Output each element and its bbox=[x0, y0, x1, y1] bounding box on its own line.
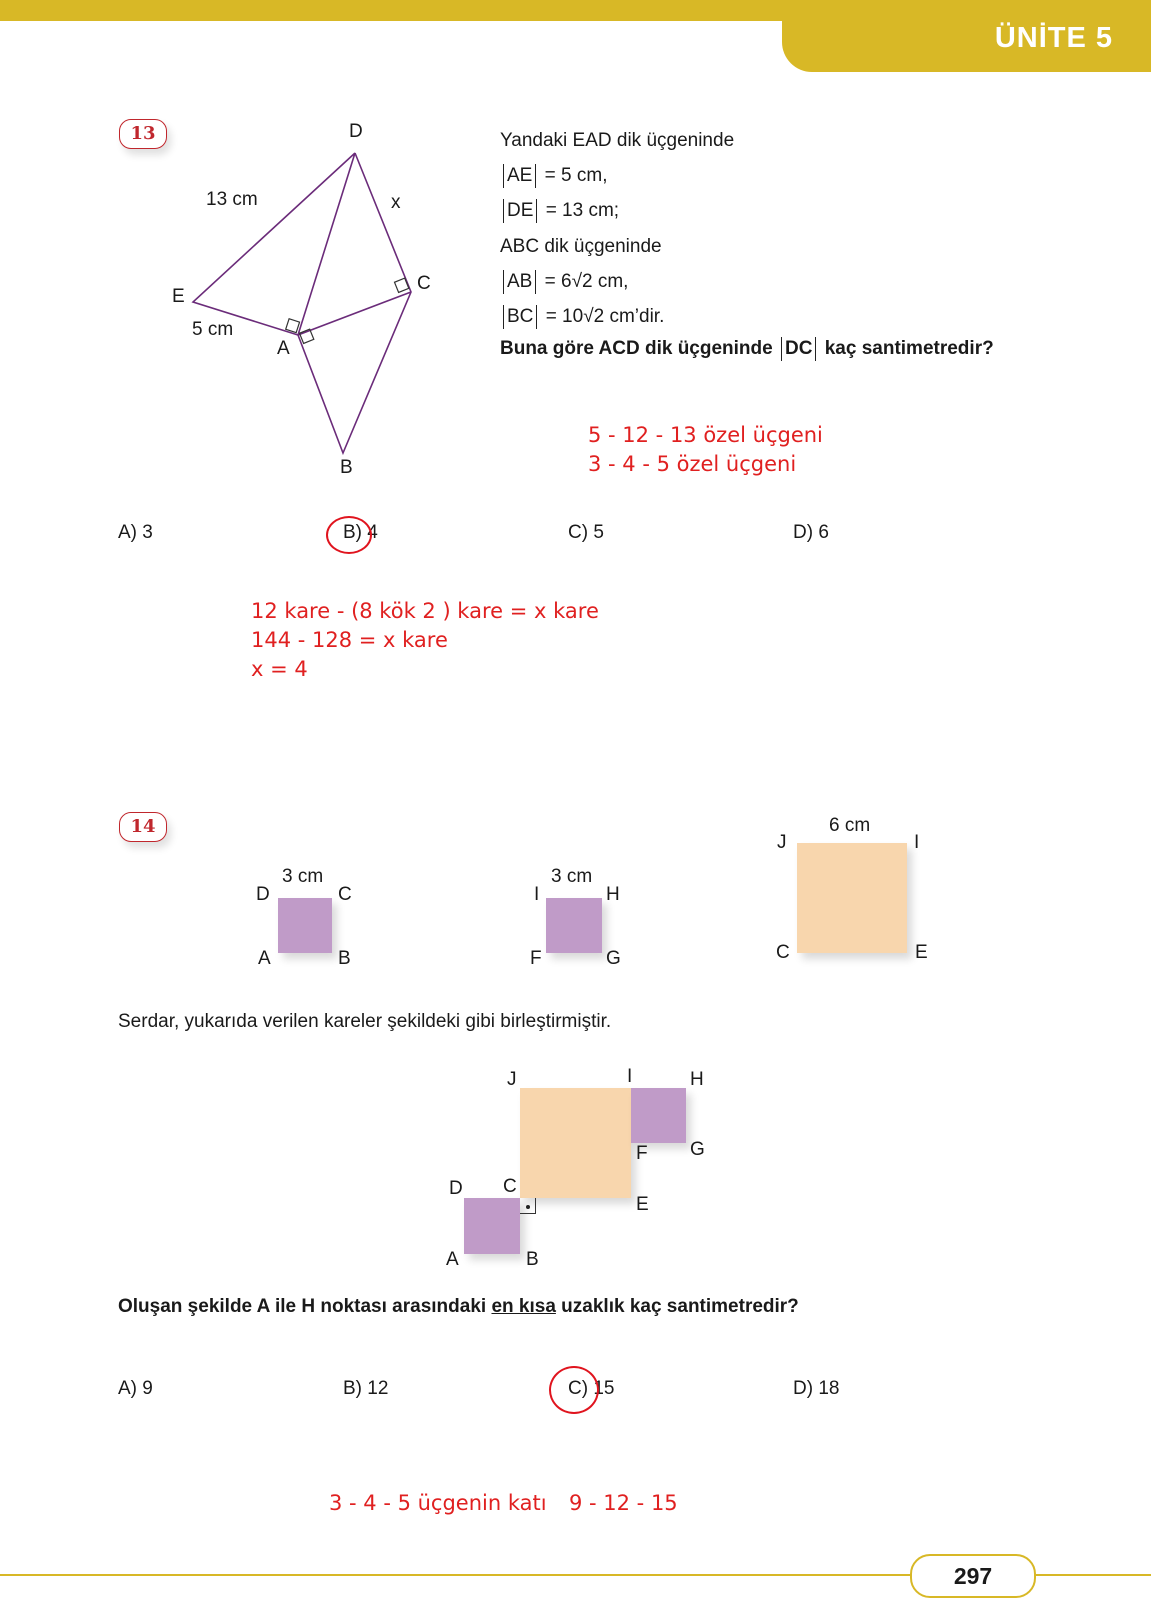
combo-E: E bbox=[636, 1194, 649, 1215]
sq2-H: H bbox=[606, 884, 620, 905]
q13-work-1: 12 kare - (8 kök 2 ) kare = x kare bbox=[251, 599, 599, 623]
q14-answer-b[interactable]: B) 12 bbox=[343, 1378, 389, 1399]
combo-J: J bbox=[507, 1069, 517, 1090]
label-ae-length: 5 cm bbox=[192, 319, 234, 340]
combo-big-square bbox=[520, 1088, 631, 1198]
combo-H: H bbox=[690, 1069, 704, 1090]
sq1-D: D bbox=[256, 884, 270, 905]
combo-B: B bbox=[526, 1249, 539, 1270]
right-angle-a1 bbox=[286, 319, 300, 333]
label-E: E bbox=[172, 286, 185, 307]
label-D: D bbox=[349, 121, 363, 142]
sq3-side: 6 cm bbox=[829, 815, 871, 836]
q13-work-2: 144 - 128 = x kare bbox=[251, 628, 448, 652]
label-C: C bbox=[417, 273, 431, 294]
square-ceij bbox=[797, 843, 907, 953]
q13-note-2: 3 - 4 - 5 özel üçgeni bbox=[588, 452, 797, 476]
q14-note-2: 9 - 12 - 15 bbox=[569, 1491, 678, 1515]
q13-line-1: Yandaki EAD dik üçgeninde bbox=[500, 130, 735, 151]
combo-A: A bbox=[446, 1249, 459, 1270]
combo-right-angle-dot bbox=[526, 1205, 530, 1209]
q13-answer-d[interactable]: D) 6 bbox=[793, 522, 829, 543]
q13-line-de: DE = 13 cm; bbox=[500, 199, 619, 223]
q13-line-4: ABC dik üçgeninde bbox=[500, 236, 662, 257]
q13-line-ab: AB = 6√2 cm, bbox=[500, 270, 628, 294]
sq2-F: F bbox=[530, 948, 542, 969]
sq3-J: J bbox=[777, 832, 787, 853]
sq3-E: E bbox=[915, 942, 928, 963]
q13-line-ae: AE = 5 cm, bbox=[500, 164, 607, 188]
combo-F: F bbox=[636, 1143, 648, 1164]
square-fghi bbox=[546, 898, 602, 953]
q13-note-1: 5 - 12 - 13 özel üçgeni bbox=[588, 423, 823, 447]
label-de-length: 13 cm bbox=[206, 189, 258, 210]
label-B: B bbox=[340, 457, 353, 478]
q13-answer-c[interactable]: C) 5 bbox=[568, 522, 604, 543]
q13-question: Buna göre ACD dik üçgeninde DC kaç santimetredir? bbox=[500, 338, 994, 360]
q14-answer-c[interactable]: C) 15 bbox=[568, 1378, 615, 1399]
q14-sentence: Serdar, yukarıda verilen kareler şekildeki gibi birleştirmiştir. bbox=[118, 1011, 612, 1032]
square-abcd bbox=[278, 898, 332, 953]
unit-label: ÜNİTE 5 bbox=[994, 22, 1113, 54]
q14-question: Oluşan şekilde A ile H noktası arasındaki en kısa uzaklık kaç santimetredir? bbox=[118, 1296, 799, 1317]
sq1-B: B bbox=[338, 948, 351, 969]
sq2-G: G bbox=[606, 948, 621, 969]
combo-right-square bbox=[631, 1088, 686, 1143]
sq3-I: I bbox=[914, 832, 920, 853]
triangle-ead bbox=[193, 153, 355, 335]
sq2-side: 3 cm bbox=[551, 866, 593, 887]
question-13-number: 13 bbox=[119, 119, 167, 149]
sq1-A: A bbox=[258, 948, 271, 969]
q14-note-1: 3 - 4 - 5 üçgenin katı bbox=[329, 1491, 547, 1515]
q14-answer-a[interactable]: A) 9 bbox=[118, 1378, 153, 1399]
sq3-C: C bbox=[776, 942, 790, 963]
combo-D: D bbox=[449, 1178, 463, 1199]
sq1-side: 3 cm bbox=[282, 866, 324, 887]
q14-answer-d[interactable]: D) 18 bbox=[793, 1378, 840, 1399]
q13-answer-a[interactable]: A) 3 bbox=[118, 522, 153, 543]
question-14-number: 14 bbox=[119, 812, 167, 842]
sq1-C: C bbox=[338, 884, 352, 905]
combo-C: C bbox=[503, 1176, 517, 1197]
combo-G: G bbox=[690, 1139, 705, 1160]
q13-line-bc: BC = 10√2 cm’dir. bbox=[500, 305, 664, 329]
page-number: 297 bbox=[910, 1554, 1036, 1598]
q13-work-3: x = 4 bbox=[251, 657, 308, 681]
label-x: x bbox=[391, 192, 401, 213]
sq2-I: I bbox=[534, 884, 540, 905]
q13-answer-b[interactable]: B) 4 bbox=[343, 522, 378, 543]
combo-left-square bbox=[464, 1198, 520, 1254]
q13-selected-circle bbox=[326, 516, 372, 554]
label-A: A bbox=[277, 338, 290, 359]
q14-selected-circle bbox=[549, 1366, 599, 1414]
combo-I: I bbox=[627, 1066, 633, 1087]
